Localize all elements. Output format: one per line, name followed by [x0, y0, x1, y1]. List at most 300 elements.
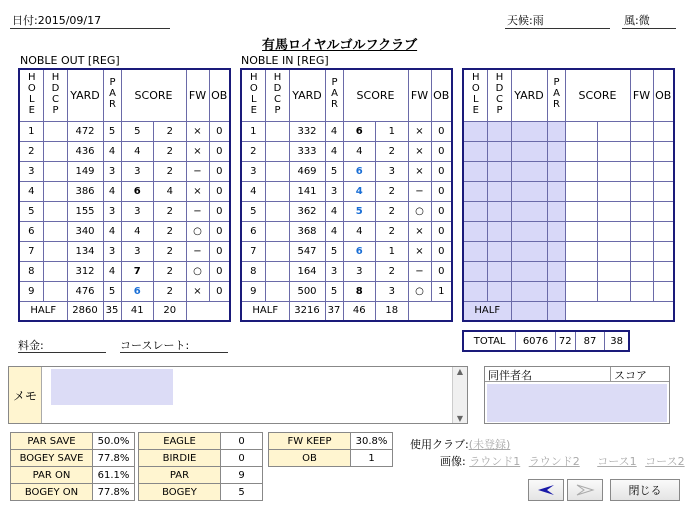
image-round2-link[interactable]: ラウンド2: [528, 455, 580, 468]
hole-yard: 500: [289, 281, 325, 301]
stat-row: [139, 433, 263, 450]
club-link[interactable]: (未登録): [468, 438, 511, 451]
col-fw: FW: [630, 69, 653, 121]
hole-number: 5: [19, 201, 43, 221]
hole-yard: 164: [289, 261, 325, 281]
hole-score: 5: [121, 121, 154, 141]
half-label: HALF: [241, 301, 289, 321]
memo-textarea[interactable]: [43, 367, 453, 423]
wind-field: 風:微: [622, 12, 676, 29]
hole-ob: 0: [209, 141, 230, 161]
hole-hdcp: [487, 181, 511, 201]
col-hole: HOLE: [26, 71, 38, 116]
hole-putt: [598, 221, 631, 241]
hole-score: [565, 181, 598, 201]
hole-row: [19, 161, 230, 181]
hole-par: 5: [325, 241, 343, 261]
hole-row: [241, 141, 452, 161]
stat-label: PAR SAVE: [11, 433, 93, 450]
hole-fw: −: [186, 241, 209, 261]
hole-putt: 2: [154, 261, 187, 281]
third-score-table: [462, 68, 675, 322]
half-par: 37: [325, 301, 343, 321]
weather-value: 雨: [532, 14, 544, 27]
hole-par: [547, 121, 565, 141]
stat-label: OB: [269, 450, 351, 467]
hole-yard: 386: [67, 181, 103, 201]
hole-score: [565, 221, 598, 241]
hole-putt: 2: [154, 201, 187, 221]
memo-label: メモ: [9, 367, 42, 423]
hole-number: 7: [19, 241, 43, 261]
total-label: TOTAL: [463, 331, 516, 351]
hole-par: 3: [325, 261, 343, 281]
hole-hdcp: [43, 241, 67, 261]
hole-par: [547, 161, 565, 181]
half-yard: [511, 301, 547, 321]
hole-fw: ×: [186, 141, 209, 161]
hole-yard: [511, 281, 547, 301]
half-row: [463, 301, 674, 321]
hole-par: [547, 221, 565, 241]
stat-label: EAGLE: [139, 433, 221, 450]
col-hole: HOLE: [248, 71, 260, 116]
hole-putt: 4: [154, 181, 187, 201]
hole-putt: 2: [376, 201, 409, 221]
hole-ob: 0: [209, 181, 230, 201]
arrow-right-icon: [575, 484, 595, 496]
hole-fw: [630, 221, 653, 241]
hole-putt: [598, 121, 631, 141]
hole-row: [463, 141, 674, 161]
hole-score: [565, 161, 598, 181]
stats-rate-table: [10, 432, 135, 501]
hole-putt: 1: [376, 241, 409, 261]
hole-row: [19, 221, 230, 241]
hole-yard: 476: [67, 281, 103, 301]
hole-fw: −: [186, 201, 209, 221]
hole-par: 4: [103, 141, 121, 161]
hole-ob: [653, 261, 674, 281]
hole-ob: 0: [431, 221, 452, 241]
hole-hdcp: [265, 221, 289, 241]
hole-putt: 1: [376, 121, 409, 141]
hole-fw: ×: [408, 241, 431, 261]
hole-score: 6: [343, 241, 376, 261]
hole-yard: 312: [67, 261, 103, 281]
stat-label: BOGEY SAVE: [11, 450, 93, 467]
hole-ob: 0: [431, 181, 452, 201]
half-label: HALF: [463, 301, 511, 321]
hole-yard: 332: [289, 121, 325, 141]
hole-score: 3: [121, 201, 154, 221]
hole-ob: 0: [209, 161, 230, 181]
hole-score: 4: [343, 221, 376, 241]
hole-fw: [630, 121, 653, 141]
hole-number: [463, 241, 487, 261]
stat-value: 77.8%: [93, 484, 135, 501]
hole-putt: [598, 141, 631, 161]
hole-row: [463, 121, 674, 141]
hole-row: [463, 221, 674, 241]
total-score: 87: [575, 331, 605, 351]
col-fw: FW: [408, 69, 431, 121]
hole-ob: [653, 221, 674, 241]
hole-score: [565, 201, 598, 221]
hole-putt: [598, 241, 631, 261]
half-yard: 2860: [67, 301, 103, 321]
memo-scrollbar[interactable]: [452, 367, 467, 423]
hole-score: 8: [343, 281, 376, 301]
in-score-table: [240, 68, 453, 322]
hole-fw: −: [408, 181, 431, 201]
hole-hdcp: [265, 181, 289, 201]
hole-number: 4: [241, 181, 265, 201]
hole-putt: 2: [376, 261, 409, 281]
hole-number: [463, 141, 487, 161]
hole-yard: [511, 201, 547, 221]
hole-hdcp: [265, 121, 289, 141]
hole-number: [463, 261, 487, 281]
hole-hdcp: [43, 221, 67, 241]
hole-fw: ○: [408, 201, 431, 221]
hole-row: [241, 121, 452, 141]
hole-fw: [630, 201, 653, 221]
hole-row: [19, 261, 230, 281]
hole-score: 6: [121, 281, 154, 301]
hole-fw: [630, 261, 653, 281]
hole-number: 6: [19, 221, 43, 241]
col-fw: FW: [186, 69, 209, 121]
hole-number: 7: [241, 241, 265, 261]
col-score: SCORE: [343, 69, 408, 121]
col-hdcp: HDCP: [50, 71, 61, 116]
stat-value: 0: [221, 450, 263, 467]
hole-number: [463, 181, 487, 201]
hole-row: [241, 261, 452, 281]
stat-value: 61.1%: [93, 467, 135, 484]
hole-number: [463, 221, 487, 241]
hole-number: 8: [241, 261, 265, 281]
hole-yard: 436: [67, 141, 103, 161]
hole-par: 5: [103, 281, 121, 301]
stat-value: 0: [221, 433, 263, 450]
hole-yard: [511, 161, 547, 181]
hole-score: [565, 141, 598, 161]
hole-hdcp: [43, 121, 67, 141]
stat-value: 9: [221, 467, 263, 484]
hole-score: 6: [343, 161, 376, 181]
hole-putt: 2: [154, 121, 187, 141]
hole-ob: 0: [209, 281, 230, 301]
hole-number: 1: [19, 121, 43, 141]
hole-number: 9: [241, 281, 265, 301]
hole-fw: ×: [186, 181, 209, 201]
stat-row: [11, 484, 135, 501]
hole-putt: 3: [376, 281, 409, 301]
hole-ob: [653, 281, 674, 301]
hole-number: [463, 121, 487, 141]
hole-yard: [511, 181, 547, 201]
hole-fw: ○: [186, 261, 209, 281]
hole-yard: 340: [67, 221, 103, 241]
col-yard: YARD: [67, 69, 103, 121]
hole-score: [565, 121, 598, 141]
hole-row: [241, 281, 452, 301]
hole-putt: 2: [376, 141, 409, 161]
hole-row: [19, 241, 230, 261]
stat-value: 77.8%: [93, 450, 135, 467]
hole-number: 2: [241, 141, 265, 161]
companions-list[interactable]: [484, 366, 670, 424]
hole-yard: [511, 241, 547, 261]
hole-par: 5: [325, 281, 343, 301]
hole-score: 4: [121, 221, 154, 241]
hole-ob: 0: [209, 261, 230, 281]
hole-hdcp: [43, 181, 67, 201]
companion-name-header: 同伴者名: [485, 367, 611, 381]
hole-score: 6: [343, 121, 376, 141]
date-value: 2015/09/17: [37, 14, 102, 27]
col-par: PAR: [107, 77, 118, 111]
stat-row: [11, 450, 135, 467]
half-label: HALF: [19, 301, 67, 321]
hole-par: 4: [103, 221, 121, 241]
hole-row: [19, 141, 230, 161]
course-title: 有馬ロイヤルゴルフクラブ: [262, 38, 418, 53]
hole-hdcp: [487, 241, 511, 261]
col-hdcp: HDCP: [272, 71, 283, 116]
hole-par: [547, 281, 565, 301]
stat-row: [11, 433, 135, 450]
hole-par: 3: [325, 181, 343, 201]
hole-par: 5: [325, 161, 343, 181]
hole-yard: 134: [67, 241, 103, 261]
hole-number: [463, 161, 487, 181]
half-par: 35: [103, 301, 121, 321]
col-ob: OB: [653, 69, 674, 121]
hole-ob: 0: [431, 241, 452, 261]
hole-number: 3: [19, 161, 43, 181]
total-par: 72: [555, 331, 575, 351]
hole-par: 4: [325, 141, 343, 161]
image-course2-link[interactable]: コース2: [645, 455, 685, 468]
hole-fw: ○: [186, 221, 209, 241]
hole-putt: 2: [376, 221, 409, 241]
hole-hdcp: [265, 141, 289, 161]
club-field: 使用クラブ:(未登録): [410, 438, 511, 451]
col-score: SCORE: [565, 69, 630, 121]
stat-label: PAR ON: [11, 467, 93, 484]
hole-hdcp: [487, 161, 511, 181]
hole-number: 2: [19, 141, 43, 161]
hole-ob: [653, 181, 674, 201]
hole-par: 4: [325, 121, 343, 141]
hole-ob: 0: [209, 241, 230, 261]
hole-par: 3: [103, 161, 121, 181]
hole-par: 3: [103, 201, 121, 221]
stat-label: PAR: [139, 467, 221, 484]
stat-label: BOGEY: [139, 484, 221, 501]
col-score: SCORE: [121, 69, 186, 121]
hole-score: [565, 281, 598, 301]
hole-fw: ×: [408, 141, 431, 161]
hole-par: [547, 181, 565, 201]
half-row: [19, 301, 230, 321]
hole-row: [19, 201, 230, 221]
hole-hdcp: [43, 161, 67, 181]
half-score: 46: [343, 301, 376, 321]
hole-hdcp: [43, 201, 67, 221]
images-field: 画像: ラウンド1 ラウンド2 コース1 コース2: [440, 455, 685, 468]
hole-row: [19, 121, 230, 141]
stat-label: FW KEEP: [269, 433, 351, 450]
hole-score: 6: [121, 181, 154, 201]
half-row: [241, 301, 452, 321]
hole-score: 3: [121, 241, 154, 261]
hole-fw: −: [186, 161, 209, 181]
hole-number: 1: [241, 121, 265, 141]
hole-fw: [630, 181, 653, 201]
hole-fw: ×: [186, 281, 209, 301]
hole-hdcp: [487, 221, 511, 241]
hole-yard: 362: [289, 201, 325, 221]
hole-score: 4: [121, 141, 154, 161]
hole-hdcp: [265, 261, 289, 281]
prev-button[interactable]: [528, 479, 564, 501]
stat-value: 50.0%: [93, 433, 135, 450]
hole-putt: [598, 181, 631, 201]
half-putt: 18: [376, 301, 409, 321]
hole-fw: −: [408, 261, 431, 281]
hole-hdcp: [43, 281, 67, 301]
stat-label: BOGEY ON: [11, 484, 93, 501]
hole-hdcp: [487, 261, 511, 281]
companion-score-header: スコア: [614, 369, 647, 382]
hole-hdcp: [265, 241, 289, 261]
stat-value: 1: [351, 450, 393, 467]
hole-par: [547, 201, 565, 221]
hole-putt: [598, 281, 631, 301]
hole-fw: ×: [408, 221, 431, 241]
hole-row: [463, 281, 674, 301]
total-putt: 38: [605, 331, 629, 351]
hole-fw: [630, 161, 653, 181]
image-course1-link[interactable]: コース1: [597, 455, 637, 468]
hole-yard: [511, 221, 547, 241]
stat-label: BIRDIE: [139, 450, 221, 467]
hole-ob: 0: [209, 221, 230, 241]
hole-score: [565, 261, 598, 281]
hole-putt: [598, 161, 631, 181]
hole-score: 4: [343, 141, 376, 161]
stat-value: 30.8%: [351, 433, 393, 450]
close-button[interactable]: 閉じる: [610, 479, 680, 501]
hole-score: 4: [343, 181, 376, 201]
hole-score: [565, 241, 598, 261]
hole-hdcp: [43, 141, 67, 161]
half-par: [547, 301, 565, 321]
hole-row: [241, 221, 452, 241]
hole-hdcp: [487, 121, 511, 141]
hole-score: 7: [121, 261, 154, 281]
hole-par: [547, 241, 565, 261]
course-rate-field: コースレート:: [120, 337, 228, 353]
out-section-label: NOBLE OUT [REG]: [20, 54, 120, 67]
hole-ob: [653, 161, 674, 181]
hole-hdcp: [487, 201, 511, 221]
half-putt: 20: [154, 301, 187, 321]
hole-ob: [653, 201, 674, 221]
hole-number: 8: [19, 261, 43, 281]
hole-par: [547, 261, 565, 281]
stat-row: [269, 450, 393, 467]
col-par: PAR: [551, 77, 562, 111]
hole-par: 4: [325, 201, 343, 221]
stats-fw-table: [268, 432, 393, 467]
arrow-left-icon: [536, 484, 556, 496]
hole-putt: 2: [154, 241, 187, 261]
hole-fw: [630, 281, 653, 301]
hole-number: 5: [241, 201, 265, 221]
hole-fw: ×: [408, 161, 431, 181]
memo-panel: [8, 366, 468, 424]
hole-row: [463, 201, 674, 221]
hole-fw: [630, 241, 653, 261]
image-round1-link[interactable]: ラウンド1: [469, 455, 521, 468]
hole-hdcp: [265, 201, 289, 221]
hole-par: 5: [103, 121, 121, 141]
hole-ob: 0: [431, 141, 452, 161]
next-button[interactable]: [567, 479, 603, 501]
hole-putt: [598, 261, 631, 281]
hole-row: [241, 241, 452, 261]
hole-number: 4: [19, 181, 43, 201]
out-score-table: [18, 68, 231, 322]
hole-row: [241, 161, 452, 181]
hole-par: 4: [103, 261, 121, 281]
hole-number: [463, 281, 487, 301]
hole-ob: 0: [209, 121, 230, 141]
col-ob: OB: [209, 69, 230, 121]
hole-row: [463, 161, 674, 181]
hole-yard: [511, 261, 547, 281]
hole-row: [463, 261, 674, 281]
hole-putt: 2: [154, 161, 187, 181]
hole-ob: 0: [431, 161, 452, 181]
hole-score: 3: [121, 161, 154, 181]
hole-putt: 3: [376, 161, 409, 181]
hole-yard: 469: [289, 161, 325, 181]
hole-ob: [653, 141, 674, 161]
stat-value: 5: [221, 484, 263, 501]
scroll-down-icon[interactable]: ▼: [456, 414, 464, 423]
hole-ob: 0: [209, 201, 230, 221]
scroll-up-icon[interactable]: ▲: [456, 367, 464, 376]
hole-putt: [598, 201, 631, 221]
hole-row: [241, 181, 452, 201]
in-section-label: NOBLE IN [REG]: [241, 54, 329, 67]
hole-yard: 472: [67, 121, 103, 141]
hole-yard: 333: [289, 141, 325, 161]
half-yard: 3216: [289, 301, 325, 321]
hole-number: 6: [241, 221, 265, 241]
hole-ob: 0: [431, 261, 452, 281]
hole-ob: [653, 121, 674, 141]
col-yard: YARD: [511, 69, 547, 121]
hole-hdcp: [265, 161, 289, 181]
hole-hdcp: [487, 281, 511, 301]
